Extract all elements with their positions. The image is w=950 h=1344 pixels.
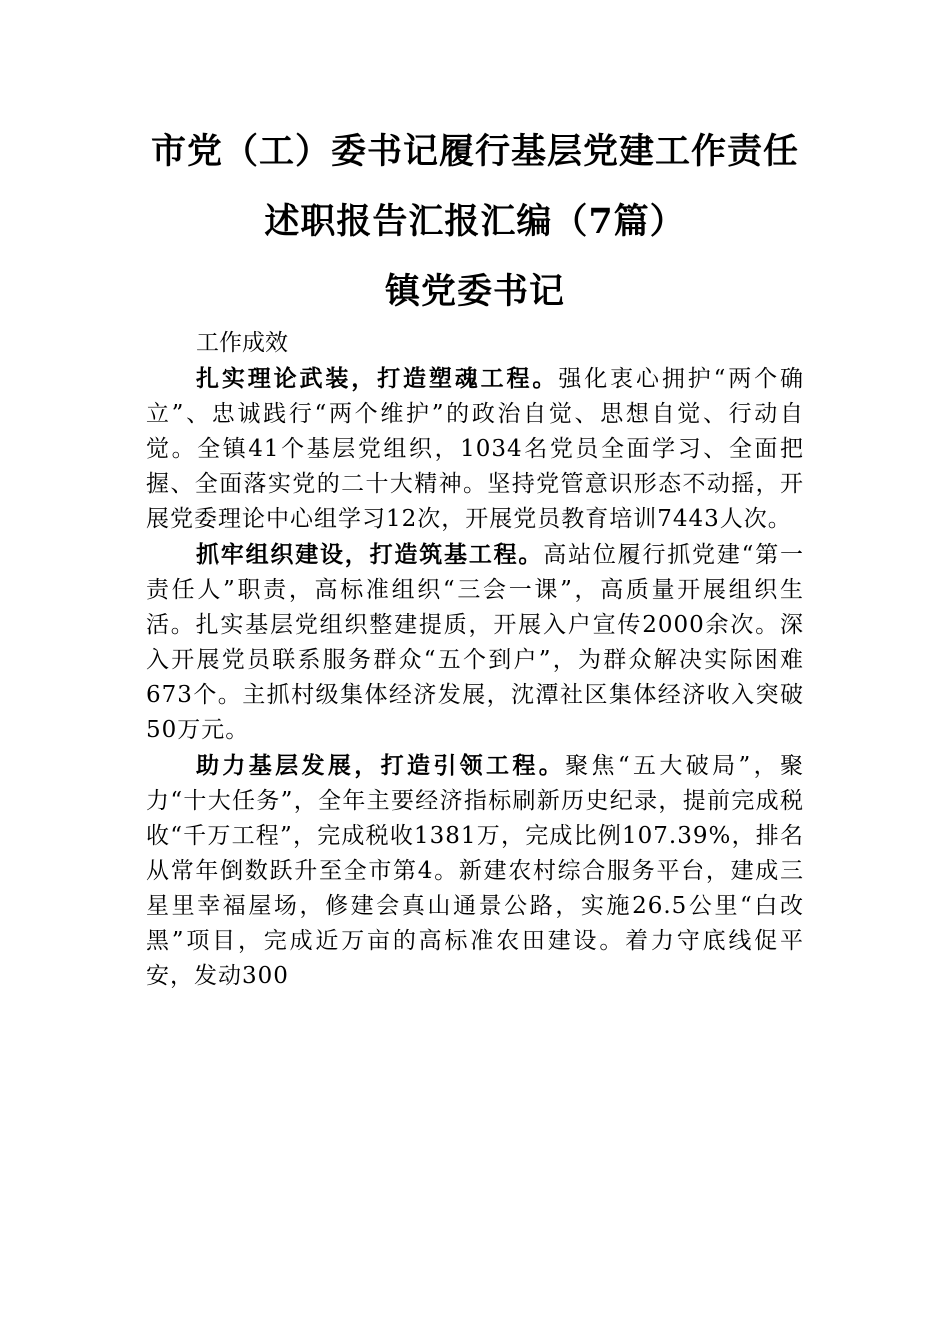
document-title-line-1: 市党（工）委书记履行基层党建工作责任 bbox=[150, 131, 799, 172]
document-subtitle: 镇党委书记 bbox=[384, 271, 565, 312]
paragraph-text: 强化衷心拥护“两个确立”、忠诚践行“两个维护”的政治自觉、思想自觉、行动自觉。全镇41个基层党组织，1034名党员全面学习、全面把握、全面落实党的二十大精神。坚持党管意识形态不动摇，开展党委理论中心组学习12次，开展党员教育培训7443人次。 bbox=[146, 366, 805, 532]
document-title-line-2: 述职报告汇报汇编（7篇） bbox=[264, 201, 686, 242]
section-heading: 工作成效 bbox=[196, 330, 288, 356]
document-body bbox=[146, 326, 804, 994]
paragraph-development bbox=[146, 748, 804, 994]
paragraph-theory bbox=[146, 361, 804, 537]
paragraph-text: 聚焦“五大破局”，聚力“十大任务”，全年主要经济指标刷新历史纪录，提前完成税收“千万工程”，完成税收1381万，完成比例107.39%，排名从常年倒数跃升至全市第4。新建农村综合服务平台，建成三星里幸福屋场，修建会真山通景公路，实施26.5公里“白改黑”项目，完成近万亩的高标准农田建设。着力守底线促平安，发动300 bbox=[146, 753, 804, 989]
paragraph-text: 高站位履行抓党建“第一责任人”职责，高标准组织“三会一课”，高质量开展组织生活。扎实基层党组织整建提质，开展入户宣传2000余次。深入开展党员联系服务群众“五个到户”，为群众解决实际困难673个。主抓村级集体经济发展，沈潭社区集体经济收入突破50万元。 bbox=[146, 542, 805, 743]
paragraph-lead: 助力基层发展，打造引领工程。 bbox=[196, 752, 566, 779]
paragraph-lead: 抓牢组织建设，打造筑基工程。 bbox=[196, 541, 544, 568]
paragraph-lead: 扎实理论武装，打造塑魂工程。 bbox=[196, 365, 559, 392]
paragraph-organization bbox=[146, 537, 804, 748]
